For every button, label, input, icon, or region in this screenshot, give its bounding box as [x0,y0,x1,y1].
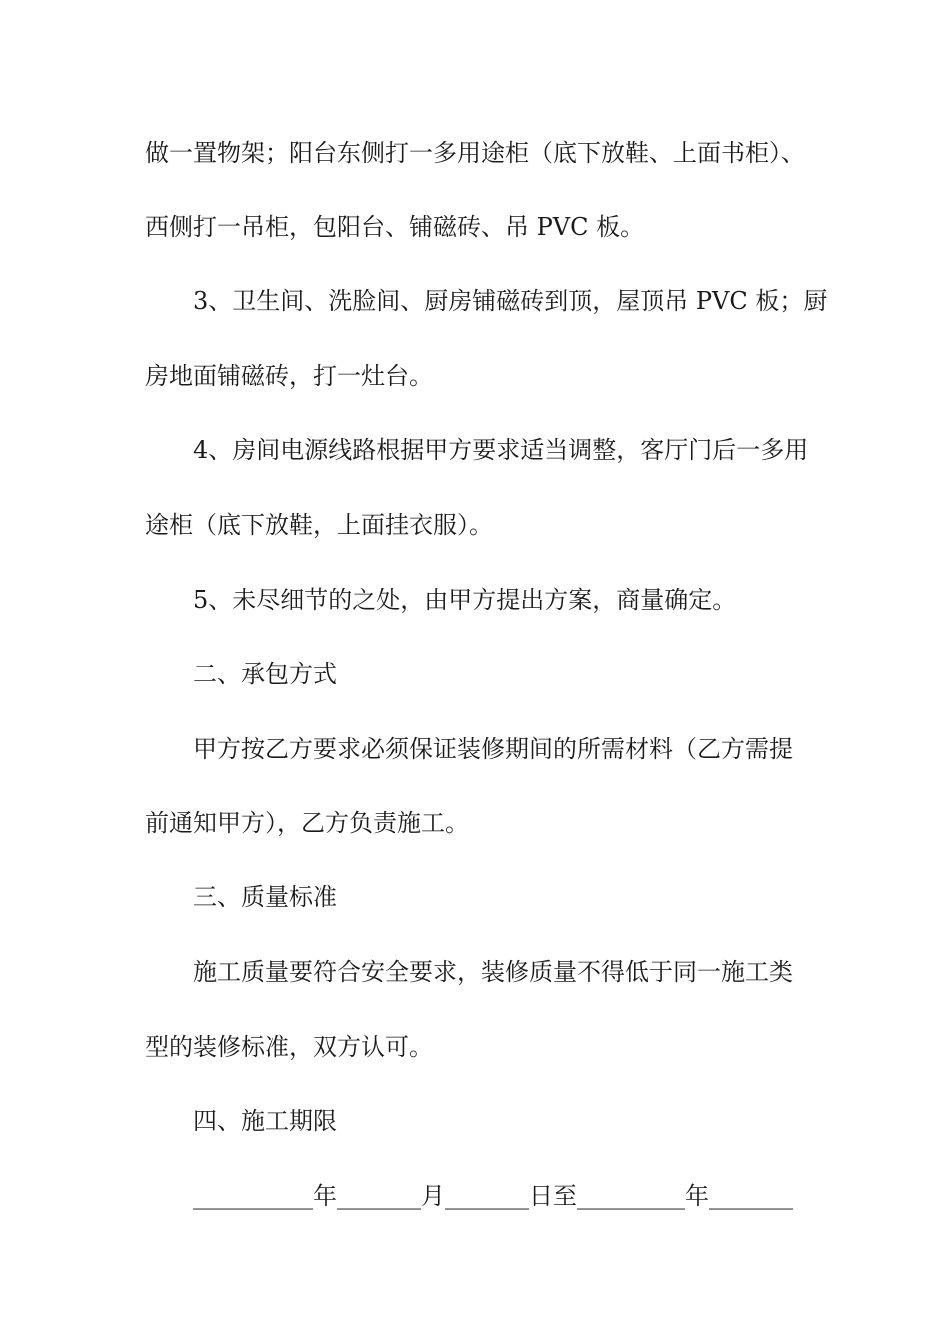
date-blank-line: __________年_______月_______日至_________年_______ [193,1182,793,1210]
paragraph-line: 5、未尽细节的之处，由甲方提出方案，商量确定。 [193,586,737,614]
paragraph-line: 房地面铺磁砖，打一灶台。 [145,362,433,390]
paragraph-line: 3、卫生间、洗脸间、厨房铺磁砖到顶，屋顶吊 PVC 板；厨 [193,287,828,315]
paragraph-line: 西侧打一吊柜，包阳台、铺磁砖、吊 PVC 板。 [145,213,645,241]
paragraph-line: 甲方按乙方要求必须保证装修期间的所需材料（乙方需提 [193,735,793,763]
section-heading: 四、施工期限 [193,1107,337,1135]
section-heading: 三、质量标准 [193,883,337,911]
paragraph-line: 型的装修标准，双方认可。 [145,1033,433,1061]
paragraph-line: 途柜（底下放鞋，上面挂衣服）。 [145,511,493,539]
paragraph-line: 前通知甲方），乙方负责施工。 [145,809,469,837]
paragraph-line: 做一置物架；阳台东侧打一多用途柜（底下放鞋、上面书柜）、 [145,139,805,167]
paragraph-line: 施工质量要符合安全要求，装修质量不得低于同一施工类 [193,958,793,986]
paragraph-line: 4、房间电源线路根据甲方要求适当调整，客厅门后一多用 [193,436,809,464]
section-heading: 二、承包方式 [193,660,337,688]
